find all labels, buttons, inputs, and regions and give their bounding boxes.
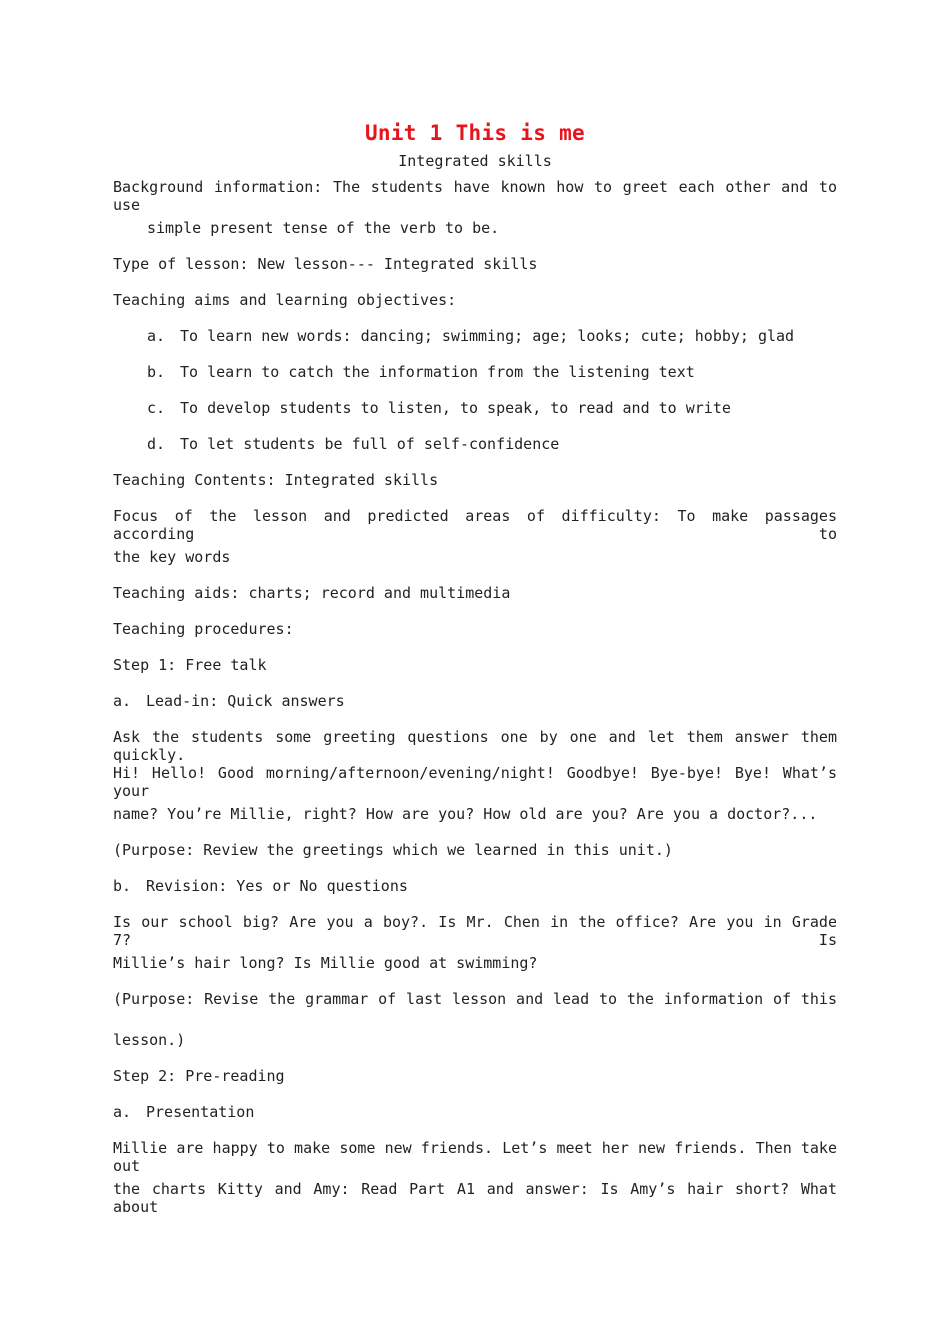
presentation-line-2: the charts Kitty and Amy: Read Part A1 and answer: Is Amy’s hair short? What about xyxy=(113,1180,837,1216)
aim-item-d xyxy=(147,435,559,453)
list-marker: a. xyxy=(113,1103,132,1121)
purpose-2-line-2: lesson.) xyxy=(113,1031,186,1049)
lesson-type: Type of lesson: New lesson--- Integrated skills xyxy=(113,255,538,273)
greetings-line-1: Hi! Hello! Good morning/afternoon/evening/night! Goodbye! Bye-bye! Bye! What’s your xyxy=(113,764,837,800)
step-1-item-a xyxy=(113,692,345,710)
aim-item-b xyxy=(147,363,695,381)
step-2-item-a-text: Presentation xyxy=(146,1103,255,1121)
aim-item-c xyxy=(147,399,731,417)
document-subtitle: Integrated skills xyxy=(398,152,552,170)
step-2-item-a xyxy=(113,1103,254,1121)
step-1-heading: Step 1: Free talk xyxy=(113,656,267,674)
document-title: Unit 1 This is me xyxy=(364,121,586,145)
list-marker: d. xyxy=(147,435,166,453)
revision-questions-line-2: Millie’s hair long? Is Millie good at swimming? xyxy=(113,954,538,972)
aim-text: To develop students to listen, to speak, to read and to write xyxy=(180,399,731,417)
aim-text: To learn to catch the information from the listening text xyxy=(180,363,695,381)
teaching-procedures-heading: Teaching procedures: xyxy=(113,620,294,638)
ask-students-line: Ask the students some greeting questions one by one and let them answer them quickly. xyxy=(113,728,837,764)
focus-line-2: the key words xyxy=(113,548,231,566)
aim-text: To learn new words: dancing; swimming; age; looks; cute; hobby; glad xyxy=(180,327,795,345)
teaching-aims-heading: Teaching aims and learning objectives: xyxy=(113,291,457,309)
revision-questions-line-1: Is our school big? Are you a boy?. Is Mr. Chen in the office? Are you in Grade 7? Is xyxy=(113,913,837,949)
step-1-item-b-text: Revision: Yes or No questions xyxy=(146,877,408,895)
step-1-item-b xyxy=(113,877,408,895)
step-2-heading: Step 2: Pre-reading xyxy=(113,1067,285,1085)
list-marker: a. xyxy=(147,327,166,345)
aim-item-a xyxy=(147,327,794,345)
focus-line-1: Focus of the lesson and predicted areas of difficulty: To make passages according to xyxy=(113,507,837,543)
list-marker: b. xyxy=(147,363,166,381)
background-info-line-1: Background information: The students have known how to greet each other and to use xyxy=(113,178,837,214)
teaching-contents: Teaching Contents: Integrated skills xyxy=(113,471,439,489)
background-info-line-2: simple present tense of the verb to be. xyxy=(147,219,500,237)
list-marker: a. xyxy=(113,692,132,710)
presentation-line-1: Millie are happy to make some new friends. Let’s meet her new friends. Then take out xyxy=(113,1139,837,1175)
aim-text: To let students be full of self-confidence xyxy=(180,435,560,453)
list-marker: c. xyxy=(147,399,166,417)
step-1-item-a-text: Lead-in: Quick answers xyxy=(146,692,345,710)
teaching-aids: Teaching aids: charts; record and multimedia xyxy=(113,584,511,602)
greetings-line-2: name? You’re Millie, right? How are you? How old are you? Are you a doctor?... xyxy=(113,805,818,823)
list-marker: b. xyxy=(113,877,132,895)
purpose-2-line-1: (Purpose: Revise the grammar of last lesson and lead to the information of this xyxy=(113,990,837,1008)
purpose-1: (Purpose: Review the greetings which we learned in this unit.) xyxy=(113,841,673,859)
